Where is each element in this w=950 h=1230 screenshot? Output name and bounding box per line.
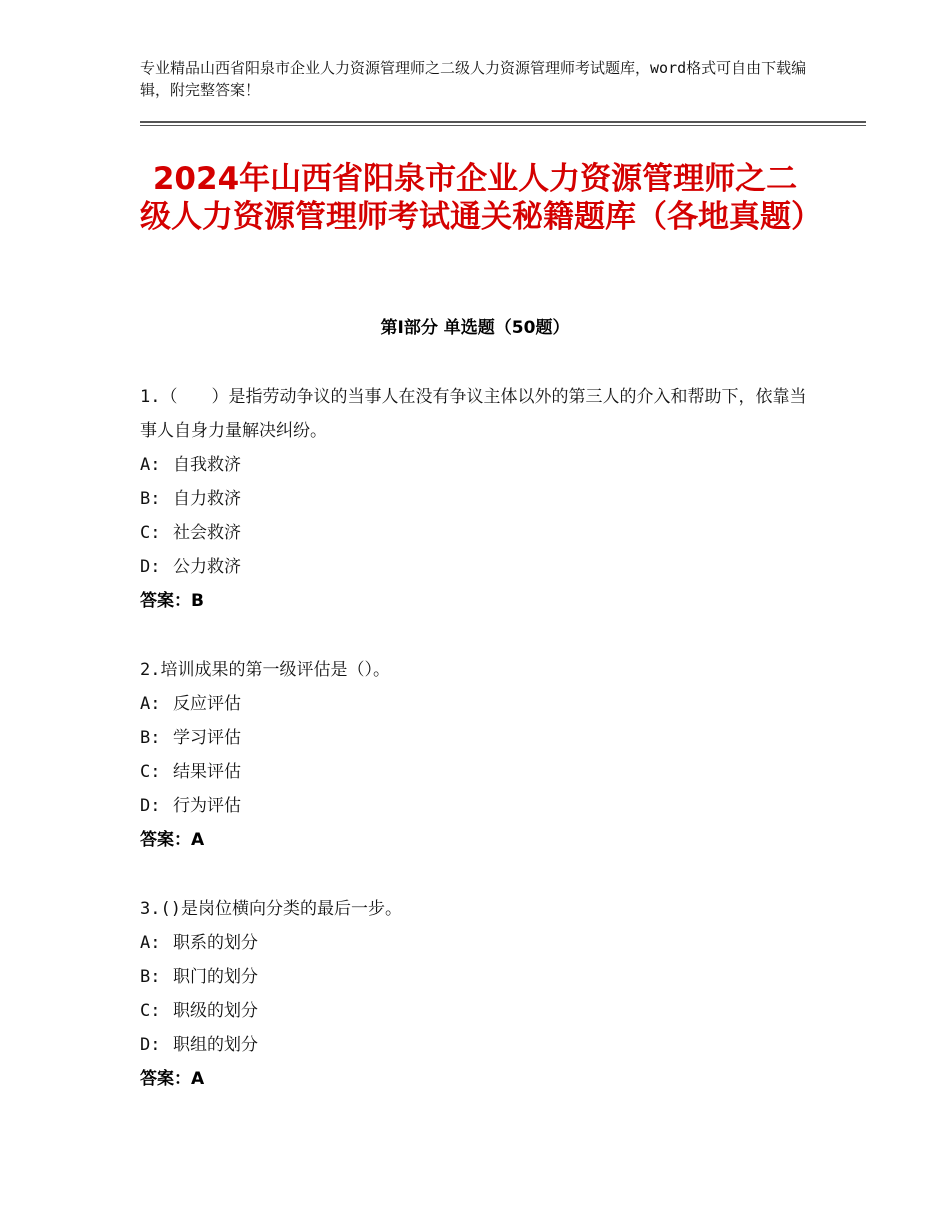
option-b <box>140 721 820 755</box>
option-c <box>140 994 820 1028</box>
document-title: 2024年山西省阳泉市企业人力资源管理师之二级人力资源管理师考试通关秘籍题库（各地真题） <box>140 161 822 235</box>
option-a <box>140 687 820 721</box>
header-rule-thick <box>140 121 866 123</box>
option-text: 反应评估 <box>173 694 241 714</box>
option-letter: C: <box>140 1001 161 1021</box>
question-stem: 3.()是岗位横向分类的最后一步。 <box>140 899 402 919</box>
option-letter: C: <box>140 762 161 782</box>
option-letter: C: <box>140 523 161 543</box>
option-letter: A: <box>140 694 161 714</box>
option-c <box>140 755 820 789</box>
option-text: 职组的划分 <box>173 1035 258 1055</box>
option-b <box>140 960 820 994</box>
option-letter: A: <box>140 455 161 475</box>
option-text: 公力救济 <box>173 557 241 577</box>
header-rule-thin <box>140 125 866 126</box>
option-a <box>140 448 820 482</box>
question-stem: 1.（ ）是指劳动争议的当事人在没有争议主体以外的第三人的介入和帮助下，依靠当事人自身力量解决纠纷。 <box>140 387 807 441</box>
question-2 <box>140 653 820 857</box>
option-c <box>140 516 820 550</box>
question-1 <box>140 380 820 618</box>
question-3 <box>140 892 820 1096</box>
option-letter: D: <box>140 557 161 577</box>
option-text: 结果评估 <box>173 762 241 782</box>
option-text: 社会救济 <box>173 523 241 543</box>
option-text: 职级的划分 <box>173 1001 258 1021</box>
option-text: 职门的划分 <box>173 967 258 987</box>
question-stem: 2.培训成果的第一级评估是（）。 <box>140 660 390 680</box>
option-d <box>140 550 820 584</box>
section-title: 第Ⅰ部分 单选题（50题） <box>380 318 570 338</box>
answer-label: 答案：B <box>140 591 204 611</box>
option-text: 学习评估 <box>173 728 241 748</box>
option-text: 自我救济 <box>173 455 241 475</box>
option-letter: D: <box>140 1035 161 1055</box>
option-text: 自力救济 <box>173 489 241 509</box>
answer-label: 答案：A <box>140 1069 205 1089</box>
header-note: 专业精品山西省阳泉市企业人力资源管理师之二级人力资源管理师考试题库，word格式可自由下载编辑，附完整答案！ <box>140 59 807 99</box>
option-d <box>140 1028 820 1062</box>
option-b <box>140 482 820 516</box>
option-d <box>140 789 820 823</box>
option-a <box>140 926 820 960</box>
option-letter: B: <box>140 728 161 748</box>
option-letter: B: <box>140 489 161 509</box>
option-letter: A: <box>140 933 161 953</box>
option-letter: D: <box>140 796 161 816</box>
option-letter: B: <box>140 967 161 987</box>
option-text: 行为评估 <box>173 796 241 816</box>
answer-label: 答案：A <box>140 830 205 850</box>
option-text: 职系的划分 <box>173 933 258 953</box>
